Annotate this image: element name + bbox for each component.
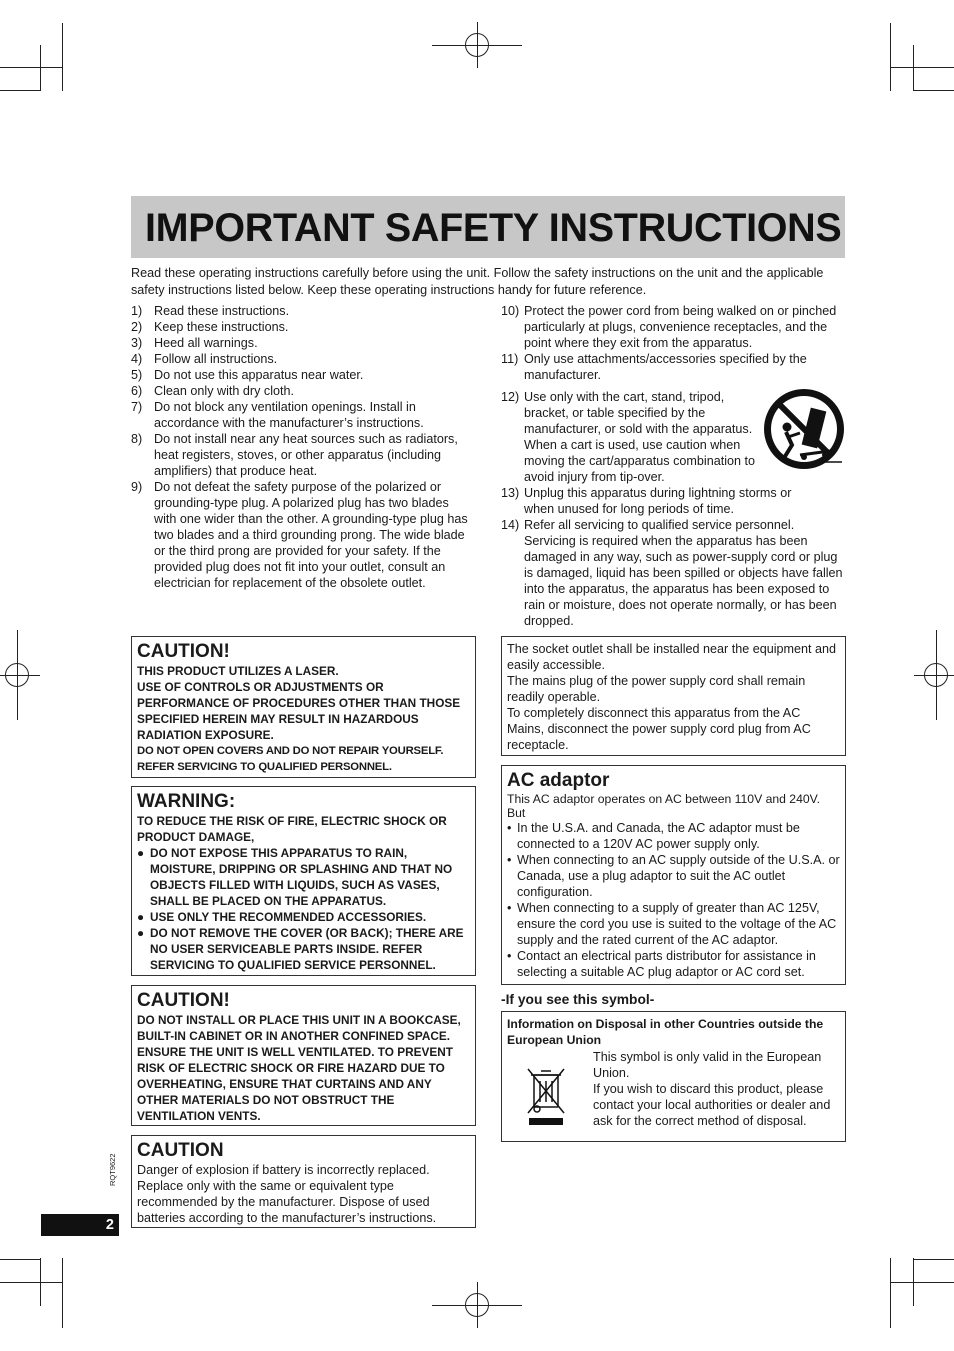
bullet-icon: ● xyxy=(137,926,145,940)
disposal-p2: If you wish to discard this product, please contact your local authorities or dealer and ask for the correct method of disposal. xyxy=(593,1082,831,1128)
warning-intro: TO REDUCE THE RISK OF FIRE, ELECTRIC SHOCK OR PRODUCT DAMAGE, xyxy=(137,814,447,844)
instruction-item xyxy=(131,431,473,479)
ac-adaptor-box xyxy=(501,765,846,985)
ac-adaptor-bullet-text: When connecting to a supply of greater than AC 125V, ensure the cord you use is suited to the voltage of the AC supply and the rated current of the AC adaptor. xyxy=(517,901,837,947)
socket-outlet-box xyxy=(501,636,846,756)
warning-box xyxy=(131,786,476,976)
warning-bullet-text: DO NOT REMOVE THE COVER (OR BACK); THERE ARE NO USER SERVICEABLE PARTS INSIDE. REFER SERVICING TO QUALIFIED SERVICE PERSONNEL. xyxy=(150,926,464,972)
caution-battery-text: Danger of explosion if battery is incorrectly replaced. Replace only with the same or equivalent type recommended by the manufacturer. Dispose of used batteries according to the manufacturer’s instructions. xyxy=(137,1163,437,1225)
instruction-item xyxy=(131,319,473,335)
instruction-text: Keep these instructions. xyxy=(154,320,289,334)
instruction-text: Do not block any ventilation openings. Install in accordance with the manufacturer’s instructions. xyxy=(154,400,424,430)
instruction-item xyxy=(501,303,846,351)
instruction-number: 14) xyxy=(501,518,520,532)
document-code: RQT9622 xyxy=(108,1153,117,1186)
instruction-item xyxy=(131,399,473,431)
warning-heading: WARNING: xyxy=(137,791,236,812)
instruction-number: 13) xyxy=(501,486,520,500)
caution-laser-line1: THIS PRODUCT UTILIZES A LASER. xyxy=(137,664,339,678)
instruction-text: Do not defeat the safety purpose of the polarized or grounding-type plug. A polarized plug has two blades with one wider than the other. A grounding-type plug has two blades and a third grounding prong. The wide blade or the third prong are provided for your safety. If the provided plug does not fit into your outlet, consult an electrician for replacement of the obsolete outlet. xyxy=(154,480,468,590)
caution-install-box xyxy=(131,985,476,1126)
instruction-text: Do not install near any heat sources such as radiators, heat registers, stoves, or other apparatus (including amplifiers) that produce heat. xyxy=(154,432,458,478)
ac-adaptor-bullet xyxy=(507,852,840,900)
instruction-number: 12) xyxy=(501,390,520,404)
instruction-item xyxy=(131,383,473,399)
symbol-heading: -If you see this symbol- xyxy=(501,992,655,1007)
ac-adaptor-bullet-text: Contact an electrical parts distributor for assistance in selecting a suitable AC plug adaptor or AC cord set. xyxy=(517,949,816,979)
socket-p3: To completely disconnect this apparatus from the AC Mains, disconnect the power supply cord plug from AC receptacle. xyxy=(507,706,811,752)
instruction-text: Clean only with dry cloth. xyxy=(154,384,294,398)
caution-laser-line3: DO NOT OPEN COVERS AND DO NOT REPAIR YOURSELF. REFER SERVICING TO QUALIFIED PERSONNEL. xyxy=(137,745,444,773)
warning-bullet xyxy=(137,909,470,925)
instruction-text: Read these instructions. xyxy=(154,304,290,318)
ac-adaptor-bullets xyxy=(507,820,840,980)
ac-adaptor-bullet-text: In the U.S.A. and Canada, the AC adaptor must be connected to a 120V AC power supply only. xyxy=(517,821,800,851)
ac-adaptor-bullet xyxy=(507,948,840,980)
disposal-info-box xyxy=(501,1011,846,1142)
instruction-text: Do not use this apparatus near water. xyxy=(154,368,364,382)
socket-p2: The mains plug of the power supply cord shall remain readily operable. xyxy=(507,674,806,704)
instruction-text: Only use attachments/accessories specified by the manufacturer. xyxy=(524,352,807,382)
caution-laser-heading: CAUTION! xyxy=(137,641,230,662)
caution-laser-line2: USE OF CONTROLS OR ADJUSTMENTS OR PERFORMANCE OF PROCEDURES OTHER THAN THOSE SPECIFIED HEREIN MAY RESULT IN HAZARDOUS RADIATION EXPOSURE. xyxy=(137,680,461,742)
instruction-item xyxy=(131,479,473,591)
ac-adaptor-bullet xyxy=(507,900,840,948)
ac-adaptor-heading: AC adaptor xyxy=(507,770,610,791)
cart-tipover-warning-icon xyxy=(762,387,846,471)
crossed-out-wheelie-bin-icon xyxy=(526,1067,566,1127)
warning-bullet-text: USE ONLY THE RECOMMENDED ACCESSORIES. xyxy=(150,910,427,924)
instruction-item xyxy=(501,389,764,485)
caution-battery-box xyxy=(131,1135,476,1228)
instruction-item xyxy=(131,367,473,383)
disposal-title: Information on Disposal in other Countries outside the European Union xyxy=(507,1017,824,1047)
instruction-number: 1) xyxy=(131,304,143,318)
page-number: 2 xyxy=(41,1214,119,1236)
instruction-number: 5) xyxy=(131,368,143,382)
warning-bullet-text: DO NOT EXPOSE THIS APPARATUS TO RAIN, MOISTURE, DRIPPING OR SPLASHING AND THAT NO OBJECTS FILLED WITH LIQUIDS, SUCH AS VASES, SHALL BE PLACED ON THE APPARATUS. xyxy=(150,846,453,908)
caution-battery-heading: CAUTION xyxy=(137,1140,224,1161)
bullet-icon: • xyxy=(507,949,512,963)
instruction-number: 3) xyxy=(131,336,143,350)
instruction-number: 10) xyxy=(501,304,520,318)
warning-bullet xyxy=(137,845,470,909)
instruction-item xyxy=(131,303,473,319)
instruction-item xyxy=(501,351,846,383)
ac-adaptor-intro: This AC adaptor operates on AC between 110V and 240V. But xyxy=(507,792,821,820)
disposal-p1: This symbol is only valid in the European Union. xyxy=(593,1050,822,1080)
ac-adaptor-bullet xyxy=(507,820,840,852)
instruction-number: 7) xyxy=(131,400,143,414)
intro-text: Read these operating instructions carefully before using the unit. Follow the safety instructions on the unit and the applicable safety instructions listed below. Keep these operating instructions handy for future reference. xyxy=(131,266,824,297)
instruction-text: Use only with the cart, stand, tripod, bracket, or table specified by the manufacturer, or sold with the apparatus. When a cart is used, use caution when moving the cart/apparatus combination to avoid injury from tip-over. xyxy=(524,390,756,484)
instruction-item xyxy=(131,335,473,351)
instruction-number: 6) xyxy=(131,384,143,398)
bullet-icon: • xyxy=(507,853,512,867)
instruction-text: Heed all warnings. xyxy=(154,336,258,350)
bullet-icon: ● xyxy=(137,846,145,860)
instruction-number: 11) xyxy=(501,352,519,366)
instruction-number: 4) xyxy=(131,352,143,366)
instruction-item xyxy=(131,351,473,367)
title-banner xyxy=(131,196,845,258)
page-title: IMPORTANT SAFETY INSTRUCTIONS xyxy=(145,206,842,250)
instruction-number: 8) xyxy=(131,432,143,446)
instruction-number: 9) xyxy=(131,480,143,494)
caution-install-heading: CAUTION! xyxy=(137,990,230,1011)
bullet-icon: • xyxy=(507,821,512,835)
warning-bullet xyxy=(137,925,470,973)
bullet-icon: • xyxy=(507,901,512,915)
ac-adaptor-bullet-text: When connecting to an AC supply outside of the U.S.A. or Canada, use a plug adaptor to suit the AC outlet configuration. xyxy=(517,853,840,899)
instruction-text: Follow all instructions. xyxy=(154,352,278,366)
instructions-list-left xyxy=(131,303,473,591)
socket-p1: The socket outlet shall be installed near the equipment and easily accessible. xyxy=(507,642,837,672)
instruction-text: Refer all servicing to qualified service personnel. Servicing is required when the apparatus has been damaged in any way, such as power-supply cord or plug is damaged, liquid has been spilled or objects have fallen into the apparatus, the apparatus has been exposed to rain or moisture, does not operate normally, or has been dropped. xyxy=(524,518,843,628)
caution-laser-box xyxy=(131,636,476,778)
caution-install-text: DO NOT INSTALL OR PLACE THIS UNIT IN A BOOKCASE, BUILT-IN CABINET OR IN ANOTHER CONFINED SPACE. ENSURE THE UNIT IS WELL VENTILATED. TO PREVENT RISK OF ELECTRIC SHOCK OR FIRE HAZARD DUE TO OVERHEATING, ENSURE THAT CURTAINS AND ANY OTHER MATERIALS DO NOT OBSTRUCT THE VENTILATION VENTS. xyxy=(137,1013,461,1123)
bullet-icon: ● xyxy=(137,910,145,924)
instruction-item xyxy=(501,485,824,517)
instruction-text: Unplug this apparatus during lightning storms or when unused for long periods of time. xyxy=(524,486,792,516)
instruction-item xyxy=(501,517,846,629)
instruction-number: 2) xyxy=(131,320,143,334)
instruction-text: Protect the power cord from being walked on or pinched particularly at plugs, convenience receptacles, and the point where they exit from the apparatus. xyxy=(524,304,837,350)
